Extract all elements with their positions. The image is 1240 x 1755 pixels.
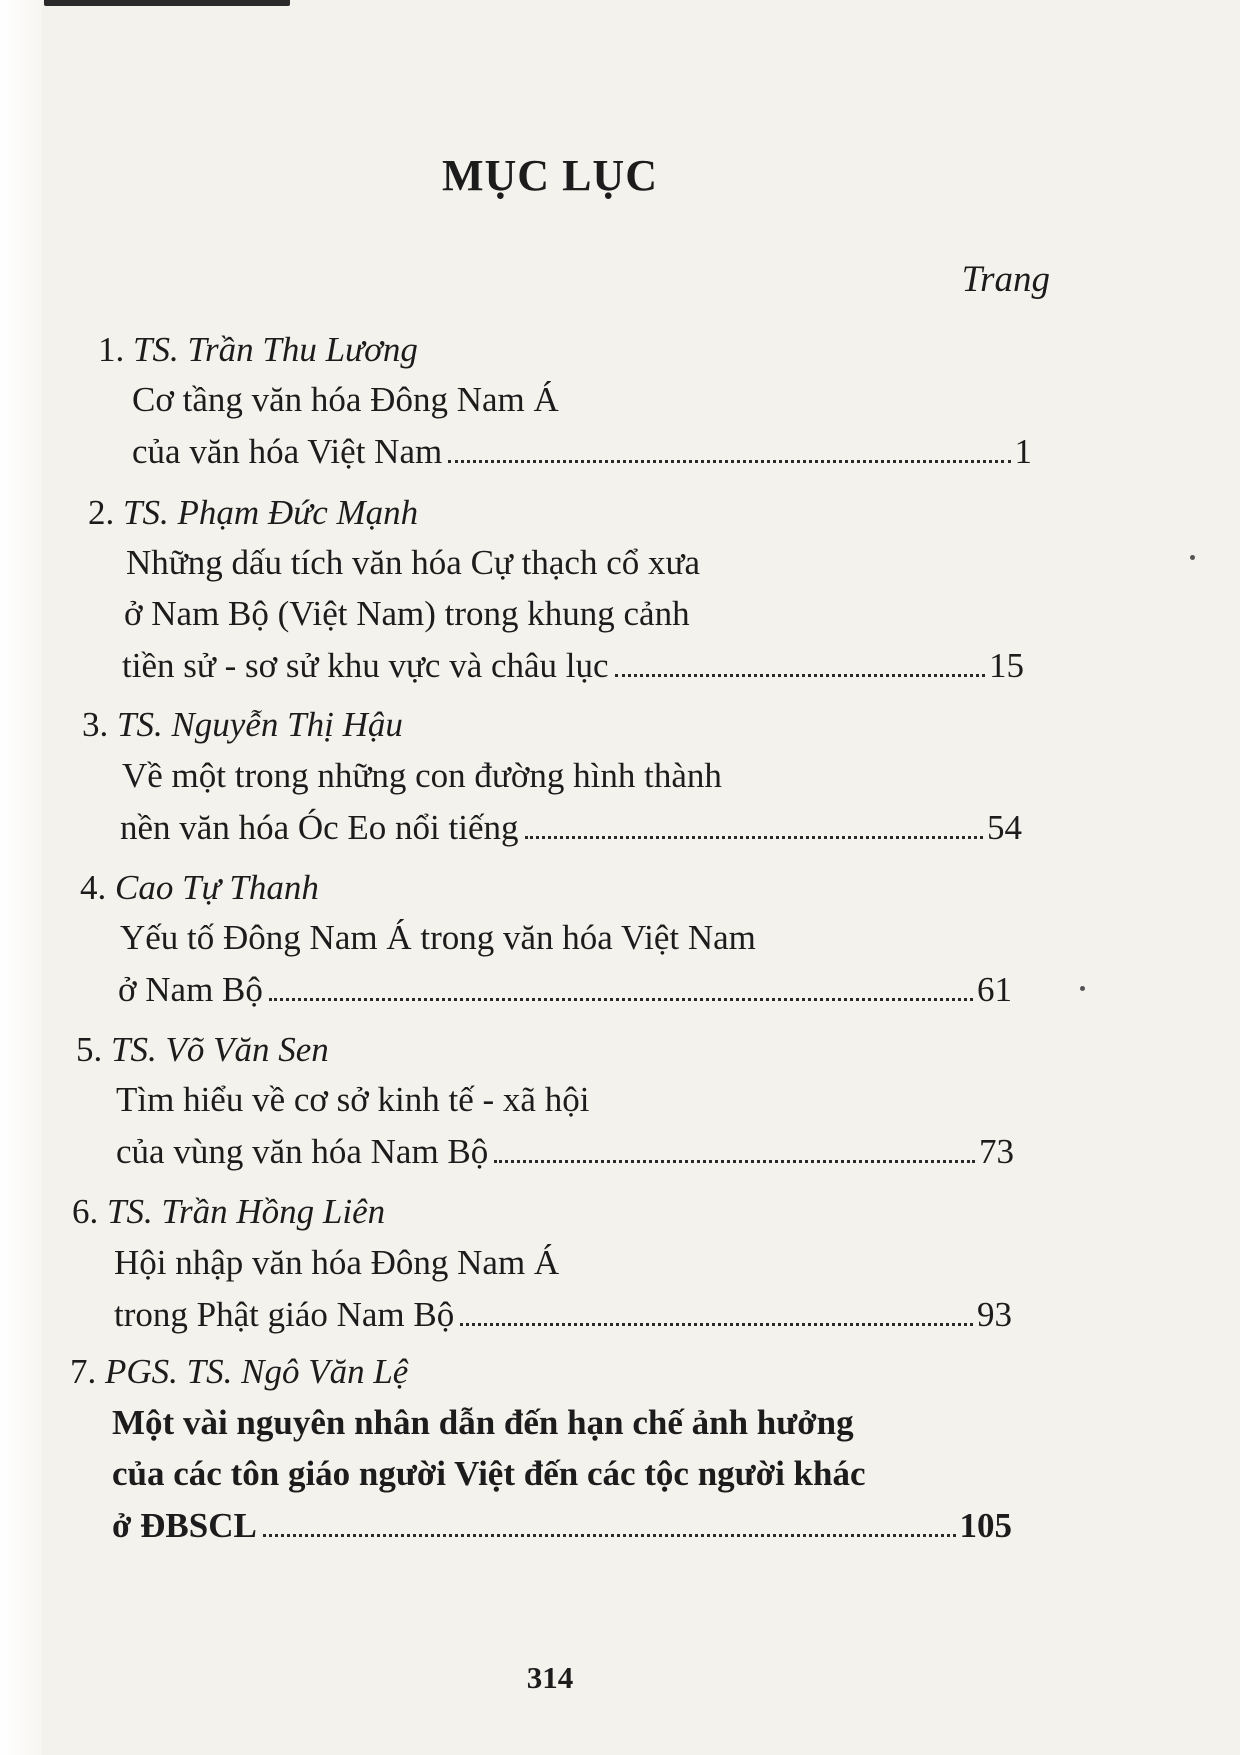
entry-author-name: TS. Trần Hồng Liên bbox=[107, 1192, 386, 1231]
entry-title-line: Một vài nguyên nhân dẫn đến hạn chế ảnh hưởng bbox=[112, 1403, 854, 1442]
entry-number: 3. bbox=[82, 705, 109, 744]
entry-number: 2. bbox=[88, 493, 115, 532]
entry-page-number: 73 bbox=[979, 1132, 1014, 1171]
entry-author bbox=[76, 1030, 329, 1070]
dot-leader bbox=[448, 459, 1010, 463]
entry-author bbox=[82, 705, 403, 745]
dot-leader bbox=[460, 1322, 973, 1326]
entry-title-line: Yếu tố Đông Nam Á trong văn hóa Việt Nam bbox=[120, 918, 756, 957]
entry-author-name: TS. Trần Thu Lương bbox=[133, 330, 418, 369]
entry-title-line: Cơ tầng văn hóa Đông Nam Á bbox=[132, 380, 559, 419]
entry-title-text: tiền sử - sơ sử khu vực và châu lục bbox=[122, 646, 609, 685]
dot-leader bbox=[615, 673, 985, 677]
page-title: MỤC LỤC bbox=[442, 151, 658, 200]
entry-number: 6. bbox=[72, 1192, 99, 1231]
entry-page-number: 15 bbox=[989, 646, 1024, 685]
entry-page-number: 54 bbox=[987, 808, 1022, 847]
entry-title-last-line bbox=[118, 970, 1012, 1010]
entry-title-line: ở Nam Bộ (Việt Nam) trong khung cảnh bbox=[124, 594, 690, 633]
entry-title-text: nền văn hóa Óc Eo nổi tiếng bbox=[120, 808, 519, 847]
entry-title-line: của các tôn giáo người Việt đến các tộc người khác bbox=[112, 1454, 866, 1493]
entry-number: 7. bbox=[70, 1352, 97, 1391]
entry-author-name: PGS. TS. Ngô Văn Lệ bbox=[105, 1352, 409, 1391]
page-number: 314 bbox=[526, 1660, 574, 1695]
paper-speck bbox=[1190, 555, 1195, 560]
entry-author-name: Cao Tự Thanh bbox=[115, 868, 319, 907]
entry-title-text: của vùng văn hóa Nam Bộ bbox=[116, 1132, 489, 1171]
entry-author-name: TS. Nguyễn Thị Hậu bbox=[117, 705, 403, 744]
entry-title-last-line bbox=[120, 808, 1022, 848]
entry-title-last-line bbox=[116, 1132, 1014, 1172]
entry-title-line: Hội nhập văn hóa Đông Nam Á bbox=[114, 1243, 560, 1282]
entry-page-number: 1 bbox=[1014, 432, 1032, 471]
entry-page-number: 61 bbox=[977, 970, 1012, 1009]
entry-title-last-line bbox=[112, 1506, 1012, 1546]
entry-title-text: ở ĐBSCL bbox=[112, 1506, 257, 1545]
entry-author bbox=[80, 868, 319, 908]
entry-author bbox=[88, 493, 418, 533]
paper-speck bbox=[1080, 986, 1085, 991]
entry-author bbox=[72, 1192, 385, 1232]
entry-author-name: TS. Phạm Đức Mạnh bbox=[123, 493, 419, 532]
entry-author-name: TS. Võ Văn Sen bbox=[111, 1030, 329, 1069]
entry-number: 1. bbox=[98, 330, 125, 369]
dot-leader bbox=[269, 997, 973, 1001]
entry-title-text: trong Phật giáo Nam Bộ bbox=[114, 1295, 455, 1334]
entry-author bbox=[98, 330, 418, 370]
entry-title-line: Tìm hiểu về cơ sở kinh tế - xã hội bbox=[116, 1080, 590, 1119]
entry-title-line: Những dấu tích văn hóa Cự thạch cổ xưa bbox=[126, 543, 700, 582]
page-column-label: Trang bbox=[961, 259, 1050, 300]
entry-title-last-line bbox=[122, 646, 1024, 686]
entry-title-text: của văn hóa Việt Nam bbox=[132, 432, 443, 471]
entry-number: 4. bbox=[80, 868, 107, 907]
entry-author bbox=[70, 1352, 408, 1392]
dot-leader bbox=[263, 1533, 956, 1537]
dot-leader bbox=[525, 835, 983, 839]
entry-title-line: Về một trong những con đường hình thành bbox=[122, 756, 722, 795]
entry-number: 5. bbox=[76, 1030, 103, 1069]
entry-page-number: 93 bbox=[977, 1295, 1012, 1334]
entry-title-text: ở Nam Bộ bbox=[118, 970, 263, 1009]
dot-leader bbox=[494, 1159, 975, 1163]
entry-title-last-line bbox=[114, 1295, 1012, 1335]
entry-title-last-line bbox=[132, 432, 1032, 472]
entry-page-number: 105 bbox=[959, 1506, 1012, 1545]
